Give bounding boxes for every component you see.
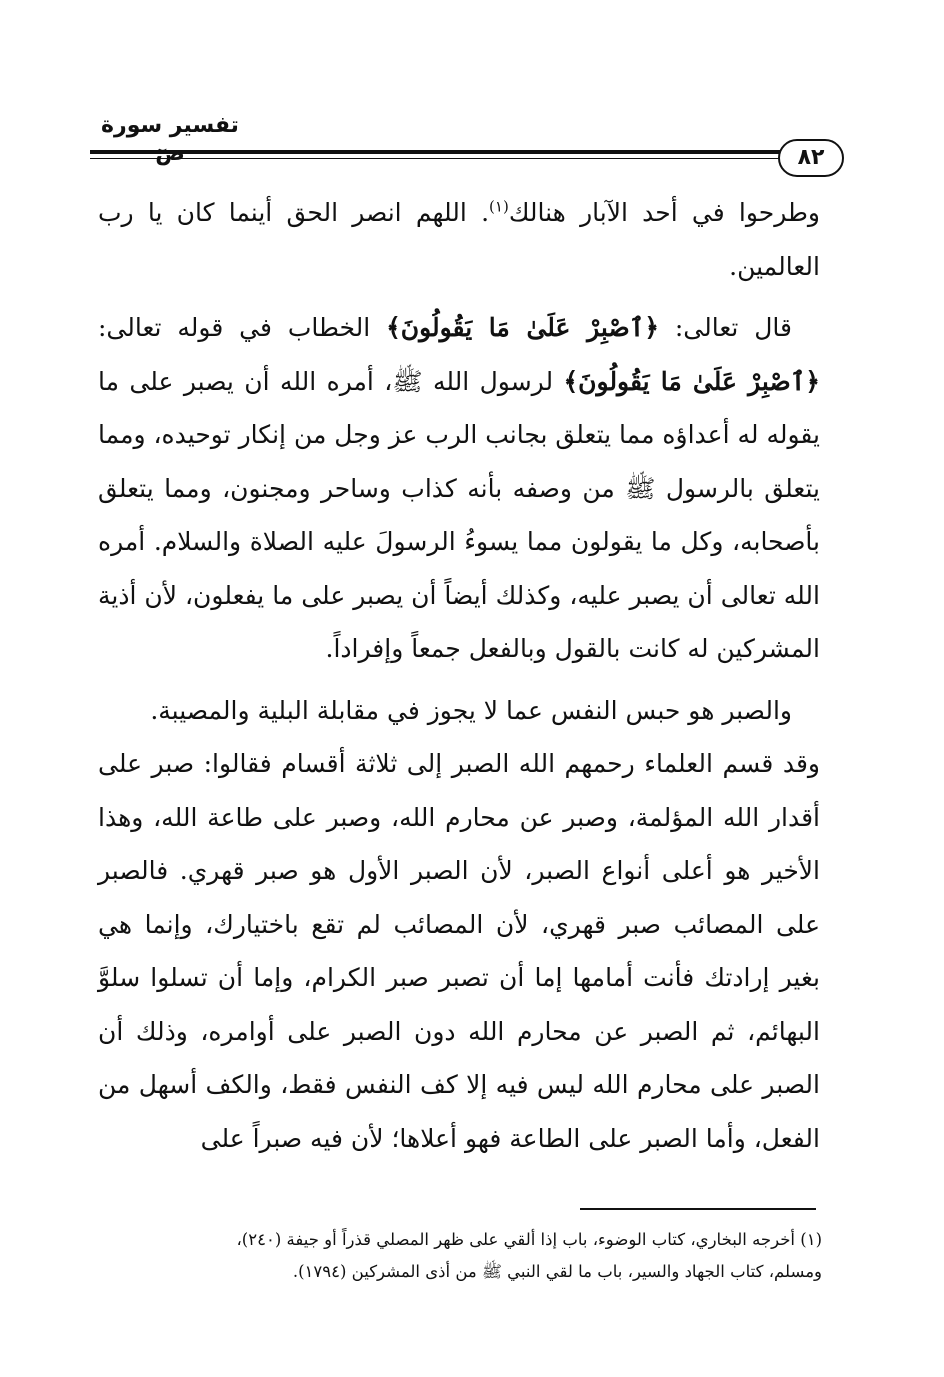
quran-verse-1: ﴿ٱصْبِرْ عَلَىٰ مَا يَقُولُونَ﴾ bbox=[386, 313, 659, 342]
paragraph-3: والصبر هو حبس النفس عما لا يجوز في مقابلة البلية والمصيبة. bbox=[150, 695, 792, 725]
running-title: تفسير سورة bbox=[101, 113, 239, 138]
footnote-1-line-1: (١) أخرجه البخاري، كتاب الوضوء، باب إذا ألقي على ظهر المصلي قذراً أو جيفة (٢٤٠)، bbox=[236, 1230, 822, 1249]
header-rule-thin bbox=[90, 158, 784, 159]
footnotes bbox=[92, 1224, 822, 1288]
quran-verse-2: ﴿ٱصْبِرْ عَلَىٰ مَا يَقُولُونَ﴾ bbox=[563, 366, 821, 396]
footnote-1-line-2: ومسلم، كتاب الجهاد والسير، باب ما لقي النبي ﷺ من أذى المشركين (١٧٩٤). bbox=[292, 1262, 822, 1281]
footnote-reference: (١) bbox=[489, 197, 509, 216]
paragraph-2 bbox=[98, 301, 820, 676]
paragraph-1-text-a: وطرحوا في أحد الآبار هنالك bbox=[508, 198, 821, 227]
paragraph-1-text-b: . اللهم انصر الحق أينما كان يا رب العالمين. bbox=[98, 198, 820, 281]
paragraph-1 bbox=[98, 186, 820, 293]
header-rule-thick bbox=[90, 150, 784, 154]
footnote-separator bbox=[580, 1208, 816, 1210]
body-text bbox=[98, 186, 820, 1165]
paragraph-4: وقد قسم العلماء رحمهم الله الصبر إلى ثلاثة أقسام فقالوا: صبر على أقدار الله المؤلمة، وصبر عن محارم الله، وصبر على طاعة الله، وهذا الأخير هو أعلى أنواع الصبر، لأن الصبر الأول هو صبر قهري. فالصبر على المصائب صبر قهري، لأن المصائب لم تقع باختيارك، وإنما هي بغير إرادتك فأنت أمامها إما أن تصبر صبر الكرام، وإما أن تسلوا سلوَّ البهائم، ثم الصبر عن محارم الله دون الصبر على أوامره، وذلك أن الصبر على محارم الله ليس فيه إلا كف النفس فقط، والكف أسهل من الفعل، وأما الصبر على الطاعة فهو أعلاها؛ لأن فيه صبراً على bbox=[98, 749, 820, 1153]
paragraph-2-lead: قال تعالى: bbox=[658, 313, 792, 342]
paragraph-2-mid: الخطاب في قوله تعالى: bbox=[98, 313, 387, 342]
page-number-badge: ٨٢ bbox=[778, 139, 844, 177]
paragraph-2-rest: لرسول الله ﷺ، أمره الله أن يصبر على ما يقوله له أعداؤه مما يتعلق بجانب الرب عز وجل من إنكار توحيده، ومما يتعلق بالرسول ﷺ من وصفه بأنه كذاب وساحر ومجنون، ومما يتعلق بأصحابه، وكل ما يقولون مما يسوءُ الرسولَ عليه الصلاة والسلام. أمره الله تعالى أن يصبر عليه، وكذلك أيضاً أن يصبر على ما يفعلون، لأن أذية المشركين له كانت بالقول وبالفعل جمعاً وإفراداً. bbox=[98, 366, 820, 663]
